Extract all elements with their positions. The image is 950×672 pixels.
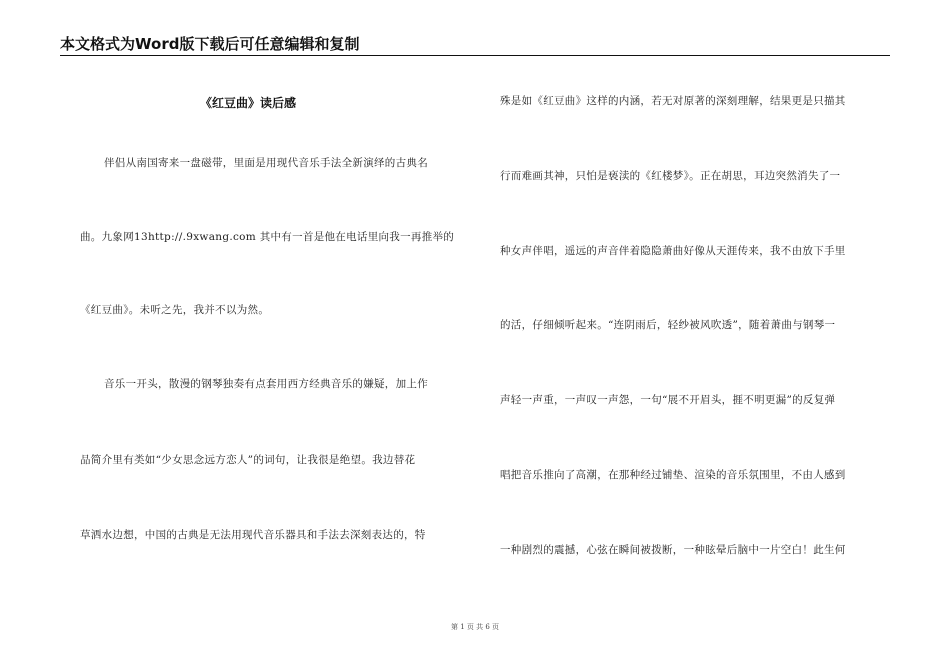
left-line-4: 音乐一开头，散漫的钢琴独奏有点套用西方经典音乐的嫌疑，加上作 [104, 378, 428, 390]
left-line-3: 《红豆曲》。未听之先，我并不以为然。 [80, 304, 270, 316]
left-line-6: 草洒水边想，中国的古典是无法用现代音乐器具和手法去深刻表达的，特 [80, 529, 426, 541]
header-divider [60, 55, 890, 56]
right-line-4: 的活，仔细倾听起来。“连阴雨后，轻纱被风吹透”，随着萧曲与钢琴一 [500, 319, 836, 331]
page-header: 本文格式为Word版下载后可任意编辑和复制 [60, 35, 360, 53]
right-line-2: 行而难画其神，只怕是亵渎的《红楼梦》。正在胡思，耳边突然消失了一 [500, 170, 841, 182]
right-line-7: 一种剧烈的震撼，心弦在瞬间被拨断，一种眩晕后脑中一片空白！此生何 [500, 544, 846, 556]
page-number: 第 1 页 共 6 页 [450, 623, 500, 631]
left-line-5: 品简介里有类如“少女思念远方恋人”的词句，让我很是绝望。我边替花 [80, 454, 416, 466]
right-line-3: 种女声伴唱，遥远的声音伴着隐隐萧曲好像从天涯传来，我不由放下手里 [500, 245, 846, 257]
left-line-1: 伴侣从南国寄来一盘磁带，里面是用现代音乐手法全新演绎的古典名 [104, 157, 428, 169]
right-line-6: 唱把音乐推向了高潮，在那种经过铺垫、渲染的音乐氛围里，不由人感到 [500, 469, 846, 481]
right-line-5: 声轻一声重，一声叹一声怨，一句“展不开眉头，捱不明更漏”的反复弹 [500, 394, 836, 406]
left-line-2: 曲。九象网13http://.9xwang.com 其中有一首是他在电话里向我一再推举的 [80, 231, 455, 243]
right-line-1: 殊是如《红豆曲》这样的内涵，若无对原著的深刻理解，结果更是只描其 [500, 95, 846, 107]
document-title: 《红豆曲》读后感 [200, 96, 297, 110]
